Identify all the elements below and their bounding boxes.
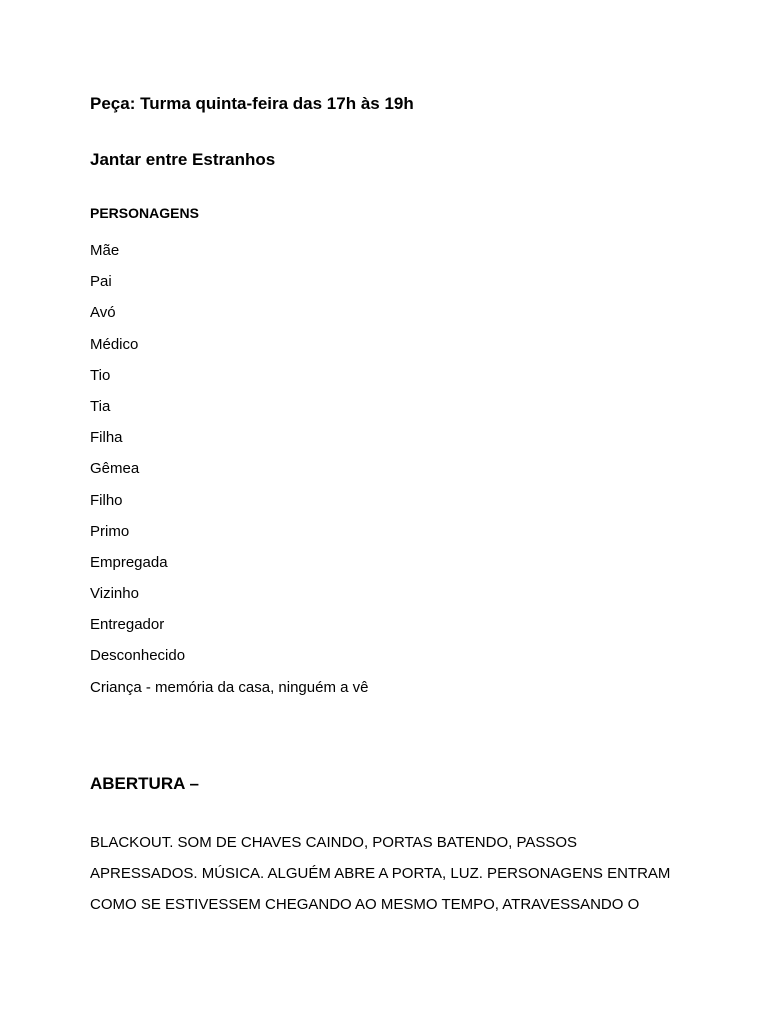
character-name: Empregada — [90, 553, 168, 571]
character-name: Gêmea — [90, 460, 140, 478]
paragraph-line: COMO SE ESTIVESSEM CHEGANDO AO MESMO TEMPO, ATRAVESSANDO O — [90, 896, 640, 913]
character-name: Mãe — [90, 242, 120, 259]
character-name: Médico — [90, 335, 139, 353]
character-name: Criança - memória da casa, ninguém a vê — [90, 678, 369, 696]
list-item — [90, 460, 368, 491]
character-name: Primo — [90, 522, 130, 540]
character-name: Filho — [90, 491, 123, 509]
character-name: Entregador — [90, 616, 165, 634]
play-title: Jantar entre Estranhos — [90, 150, 276, 169]
list-item — [90, 273, 368, 304]
list-item — [90, 585, 368, 616]
list-item — [90, 304, 368, 335]
character-name: Vizinho — [90, 585, 139, 603]
paragraph-line: APRESSADOS. MÚSICA. ALGUÉM ABRE A PORTA, LUZ. PERSONAGENS ENTRAM — [90, 865, 671, 882]
list-item — [90, 679, 368, 710]
list-item — [90, 647, 368, 678]
character-name: Filha — [90, 429, 123, 447]
character-name: Avó — [90, 304, 116, 322]
character-name: Tio — [90, 366, 111, 384]
list-item — [90, 336, 368, 367]
list-item — [90, 616, 368, 647]
paragraph-line: BLACKOUT. SOM DE CHAVES CAINDO, PORTAS BATENDO, PASSOS — [90, 834, 578, 851]
list-item — [90, 398, 368, 429]
section-heading: ABERTURA – — [90, 774, 199, 793]
character-name: Pai — [90, 273, 112, 291]
section-paragraph — [90, 827, 690, 920]
list-item — [90, 242, 368, 273]
character-name: Desconhecido — [90, 647, 186, 665]
list-item — [90, 554, 368, 585]
list-item — [90, 367, 368, 398]
characters-list — [90, 242, 368, 710]
character-name: Tia — [90, 397, 111, 415]
characters-heading: PERSONAGENS — [90, 205, 199, 221]
list-item — [90, 429, 368, 460]
list-item — [90, 523, 368, 554]
play-line: Peça: Turma quinta-feira das 17h às 19h — [90, 94, 414, 113]
list-item — [90, 492, 368, 523]
